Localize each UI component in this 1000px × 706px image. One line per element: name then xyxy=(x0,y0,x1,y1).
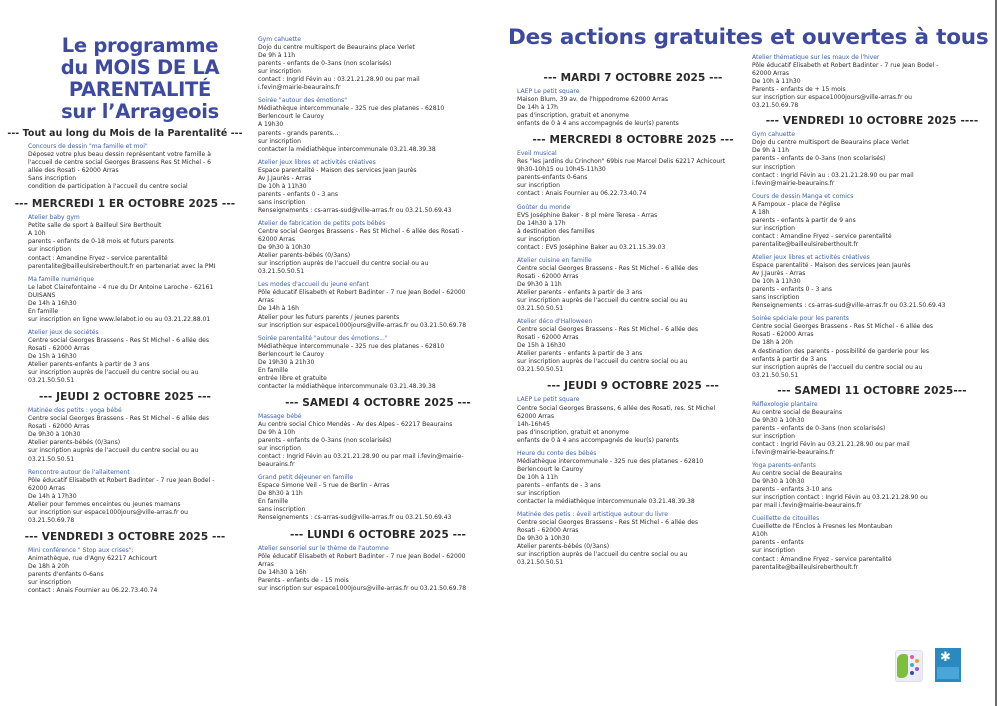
day-header: --- Tout au long du Mois de la Parentalité --- xyxy=(7,128,243,139)
event-detail-line: contact : Amandine Fryez - service parentalité xyxy=(752,555,892,563)
event-detail-line: Rosati - 62000 Arras xyxy=(28,423,90,431)
event-detail-line: 03.21.50.50.51 xyxy=(752,371,799,379)
event-detail-line: 03.21.50.50.51 xyxy=(28,455,75,463)
title-line: Le programme xyxy=(61,34,219,58)
event-detail-line: contact : EVS Joséphine Baker au 03.21.15.39.03 xyxy=(517,243,666,251)
event-title: Atelier jeux libres et activités créatives xyxy=(258,158,376,166)
event-detail-line: contact : Anais Fournier au 06.22.73.40.74 xyxy=(517,190,647,198)
event-item xyxy=(28,407,250,463)
event-title: Rencontre autour de l'allaitement xyxy=(28,468,130,476)
event-detail-line: De 19h30 à 21h30 xyxy=(258,358,315,366)
event-detail-line[interactable]: Renseignements : cs-arras-sud@ville-arras.fr ou 03.21.50.69.43 xyxy=(258,514,452,522)
event-detail-line: parents - enfants xyxy=(752,539,804,547)
event-detail-line: Rosati - 62000 Arras xyxy=(517,334,579,342)
day-section xyxy=(517,72,749,128)
event-title: Atelier de fabrication de petits pots bébés xyxy=(258,219,386,227)
event-detail-line: sans inscription xyxy=(752,294,800,302)
event-detail-line: parents - enfants 0 - 3 ans xyxy=(258,190,338,198)
event-detail-line: En famille xyxy=(258,498,289,506)
day-section xyxy=(24,530,250,595)
event-detail-line: Atelier parents-bébés (0/3ans) xyxy=(517,543,610,551)
event-detail-line[interactable]: sur inscription en ligne www.lelabot.io ou au 03.21.22.88.01 xyxy=(28,315,211,323)
day-section xyxy=(517,134,749,374)
event-detail-line: Av J.Jaurès - Arras xyxy=(752,270,806,278)
event-item xyxy=(517,204,749,252)
event-detail-line: sur inscription xyxy=(752,432,795,440)
event-detail-line: sur inscription auprès de l'accueil du centre social ou au xyxy=(28,447,199,455)
event-detail-line: sans inscription xyxy=(258,506,306,514)
event-item xyxy=(258,545,498,593)
event-detail-line: contact : Amandine Fryez - service parentalité xyxy=(752,232,892,240)
event-title: Atelier sensoriel sur le thème de l'automne xyxy=(258,544,389,552)
event-detail-line: De 9h30 à 10h30 xyxy=(517,535,570,543)
event-item xyxy=(517,511,749,567)
event-detail-line: pas d'inscription, gratuit et anonyme xyxy=(517,112,630,120)
event-item xyxy=(28,329,250,385)
event-detail-line: De 10h à 11h30 xyxy=(752,78,801,86)
event-detail-line: Au centre social de Beaurains xyxy=(752,470,843,478)
event-detail-line: Espace parentalité - Maison des services Jean Jaurès xyxy=(258,166,417,174)
event-detail-line: contacter la médiathèque intercommunale 03.21.48.39.38 xyxy=(258,145,436,153)
event-title: Matinée des petits : yoga bébé xyxy=(28,407,122,415)
event-item xyxy=(258,220,498,276)
event-detail-line: De 9h30 à 11h xyxy=(517,280,562,288)
event-detail-line: Cueillette de l'Enclos à Fresnes les Montauban xyxy=(752,523,893,531)
event-detail-line: Dojo du centre multisport de Beaurains place Verlet xyxy=(258,44,415,52)
event-detail-line: contacter la médiathèque intercommunale 03.21.48.39.38 xyxy=(517,498,695,506)
event-title: Grand petit déjeuner en famille xyxy=(258,474,354,482)
event-title: Matinée des petis : éveil artistique autour du livre xyxy=(517,511,668,519)
event-title: Soirée spéciale pour les parents xyxy=(752,315,849,323)
day-section xyxy=(752,54,992,110)
event-detail-line: contact : Ingrid Févin au : 03.21.21.28.90 ou par mail xyxy=(258,76,420,84)
event-detail-line: sur inscription auprès de l'accueil du centre social ou au xyxy=(517,297,688,305)
event-detail-line: l'accueil de centre social Georges Brassens Res St Michel - 6 xyxy=(28,159,211,167)
event-detail-line: De 9h à 11h xyxy=(752,147,790,155)
event-detail-line: De 9h à 11h xyxy=(258,52,296,60)
event-title: Yoga parents-enfants xyxy=(752,462,816,470)
event-detail-line: sur inscription xyxy=(28,246,71,254)
event-detail-line[interactable]: Renseignements : cs-arras-sud@ville-arras.fr ou 03.21.50.69.43 xyxy=(752,302,946,310)
event-detail-line: beaurains.fr xyxy=(258,461,295,469)
event-detail-line: De 18h à 20h xyxy=(752,339,793,347)
event-detail-line: parents d'enfants 0-6ans xyxy=(28,571,104,579)
event-title: Soirée "autour des émotions" xyxy=(258,97,348,105)
day-header: --- SAMEDI 4 OCTOBRE 2025 --- xyxy=(285,396,471,409)
event-detail-line: Berlencourt le Cauroy xyxy=(258,113,324,121)
event-detail-line: 03.21.50.50.51 xyxy=(517,559,564,567)
event-title: Atelier baby gym xyxy=(28,214,80,222)
event-detail-line: De 9h30 à 10h30 xyxy=(752,478,805,486)
event-detail-line: Centre social Georges Brassens - Res St Michel - 6 allée des xyxy=(28,415,210,423)
event-detail-line: sur inscription xyxy=(517,182,560,190)
event-detail-line: sur inscription xyxy=(517,489,560,497)
event-detail-line: De 15h à 16h30 xyxy=(28,353,77,361)
event-detail-line: A 19h30 xyxy=(258,121,284,129)
event-detail-line: sur inscription xyxy=(752,163,795,171)
event-detail-line: Centre Social Georges Brassens, 6 allée des Rosati, res. St Michel xyxy=(517,404,716,412)
event-detail-line: Petite salle de sport à Bailleul Sire Berthoult xyxy=(28,222,162,230)
event-title: Mini conférence " Stop aux crises": xyxy=(28,546,134,554)
event-detail-line: A Fampoux - place de l'église xyxy=(752,200,841,208)
event-detail-line: Au centre social Chico Mendès - Av des Alpes - 62217 Beaurains xyxy=(258,420,453,428)
event-detail-line: Pôle éducatif Elisabeth et Robert Badinter - 7 rue Jean Bodel - xyxy=(28,476,215,484)
event-item xyxy=(517,318,749,374)
event-detail-line: Berlencourt le Cauroy xyxy=(258,350,324,358)
event-detail-line: De 14h à 16h30 xyxy=(28,299,77,307)
event-detail-line: 03.21.50.69.78 xyxy=(28,516,75,524)
event-detail-line: De 10h à 11h xyxy=(517,473,558,481)
event-title: LAEP Le petit square xyxy=(517,396,580,404)
event-title: Atelier déco d'Halloween xyxy=(517,318,593,326)
event-detail-line: 03.21.50.50.51 xyxy=(517,366,564,374)
page-title xyxy=(40,35,240,123)
event-detail-line: Centre social Georges Brassens - Res St Michel - 6 allée des Rosati - xyxy=(258,228,464,236)
event-detail-line: 03.21.50.50.51 xyxy=(258,268,305,276)
event-detail-line: Atelier parents - enfants à partir de 3 ans xyxy=(517,288,643,296)
event-detail-line: Parents - enfants de + 15 mois xyxy=(752,86,846,94)
event-detail-line: Arras xyxy=(258,297,274,305)
event-detail-line: Atelier pour femmes enceintes ou jeunes mamans xyxy=(28,500,181,508)
event-detail-line: enfants à partir de 3 ans xyxy=(752,355,827,363)
event-detail-line: parents - grands parents... xyxy=(258,129,339,137)
event-title: Atelier jeux de sociétés xyxy=(28,328,99,336)
event-item xyxy=(258,159,498,215)
event-detail-line: Rosati - 62000 Arras xyxy=(28,344,90,352)
event-detail-line: parents - enfants de 0-3ans (non scolarisés) xyxy=(258,437,392,445)
event-detail-line: 9h30-10h15 ou 10h45-11h30 xyxy=(517,166,606,174)
title-line: sur l’Arrageois xyxy=(61,100,219,124)
event-detail-line: Espace parentalité - Maison des services Jean Jaurès xyxy=(752,262,911,270)
partner-logos xyxy=(895,648,961,682)
event-detail-line: EVS Joséphine Baker - 8 pl mère Teresa - Arras xyxy=(517,211,658,219)
event-detail-line[interactable]: parentalite@bailleulsireberthoult.fr xyxy=(752,563,859,571)
event-detail-line: De 14h à 16h xyxy=(258,305,299,313)
event-detail-line: De 8h30 à 11h xyxy=(258,490,303,498)
event-detail-line: En famille xyxy=(28,307,59,315)
event-detail-line: sur inscription xyxy=(258,137,301,145)
event-detail-line: Centre social Georges Brassens - Res St Michel - 6 allée des xyxy=(752,323,934,331)
event-detail-line: Pôle éducatif Elisabeth et Robert Badinter - 7 rue Jean Bodel - 62000 xyxy=(258,289,466,297)
day-header: --- MARDI 7 OCTOBRE 2025 --- xyxy=(543,72,723,84)
event-item xyxy=(517,450,749,506)
event-title: Atelier thématique sur les maux de l'hiver xyxy=(752,54,880,61)
event-detail-line: De 14h à 17h xyxy=(517,104,558,112)
event-title: Goûter du monde xyxy=(517,203,571,211)
day-section xyxy=(14,198,250,385)
event-detail-line[interactable]: i.fevin@mairie-beaurains.fr xyxy=(258,84,341,92)
event-title: LAEP Le petit square xyxy=(517,88,580,95)
event-detail-line: sur inscription xyxy=(28,579,71,587)
event-detail-line: 03.21.50.50.51 xyxy=(28,377,75,385)
event-detail-line: enfants de 0 à 4 ans accompagnés de leur(s) parents xyxy=(517,120,679,128)
event-item xyxy=(28,469,250,525)
event-item xyxy=(752,462,992,510)
event-detail-line: Médiathèque intercommunale - 325 rue des platanes - 62810 xyxy=(258,105,445,113)
event-detail-line: 62000 Arras xyxy=(28,484,66,492)
event-item xyxy=(258,413,498,469)
event-detail-line: Res "les jardins du Crinchon" 69bis rue Marcel Delis 62217 Achicourt xyxy=(517,158,726,166)
event-detail-line: 03.21.50.50.51 xyxy=(517,305,564,313)
event-detail-line: Centre social Georges Brassens - Res St Michel - 6 allée des xyxy=(517,264,699,272)
event-detail-line: parents-enfants 0-6ans xyxy=(517,174,588,182)
event-detail-line: DUISANS xyxy=(28,291,56,299)
event-detail-line: parents - enfants de 0-3ans (non scolarisés) xyxy=(258,60,392,68)
event-detail-line: contact : Ingrid Févin au 03.21.21.28.90 ou par mail xyxy=(752,440,910,448)
event-detail-line: Médiathèque intercommunale - 325 rue des platanes - 62810 xyxy=(258,342,445,350)
page-border xyxy=(995,0,997,706)
event-detail-line: Berlencourt le Cauroy xyxy=(517,465,583,473)
event-detail-line: Parents - enfants de - 15 mois xyxy=(258,576,349,584)
event-detail-line: 03.21.50.69.78 xyxy=(752,102,799,110)
event-detail-line: De 14h à 17h30 xyxy=(28,492,77,500)
event-detail-line: Atelier parents-bébés (0/3ans) xyxy=(28,439,121,447)
event-detail-line: sur inscription auprès de l'accueil du centre social ou au xyxy=(28,369,199,377)
event-detail-line: De 9h30 à 10h30 xyxy=(752,416,805,424)
event-detail-line: De 9h30 à 10h30 xyxy=(28,431,81,439)
event-detail-line: De 15h à 16h30 xyxy=(517,342,566,350)
event-item xyxy=(752,254,992,310)
event-item xyxy=(28,214,250,270)
event-detail-line: parents - enfants de 0-3ans (non scolarisés) xyxy=(752,424,886,432)
event-detail-line: Au centre social de Beaurains xyxy=(752,408,843,416)
event-title: Atelier cuisine en famille xyxy=(517,256,592,264)
day-section xyxy=(752,115,992,379)
title-line: PARENTALITÉ xyxy=(68,78,212,102)
event-detail-line: A10h xyxy=(752,531,768,539)
event-detail-line: De 14h30 à 16h xyxy=(258,568,307,576)
event-detail-line: parents - enfants à partir de 9 ans xyxy=(752,216,856,224)
event-detail-line: Av J.Jaurès - Arras xyxy=(258,174,312,182)
title-line: du MOIS DE LA xyxy=(60,56,220,80)
event-detail-line: sur inscription xyxy=(752,224,795,232)
event-detail-line: sur inscription auprès de l'accueil du centre social ou au xyxy=(752,363,923,371)
event-detail-line: Le labot Clairefontaine - 4 rue du Dr Antoine Laroche - 62161 xyxy=(28,283,214,291)
event-item xyxy=(517,257,749,313)
event-detail-line: Maison Blum, 39 av. de l'hippodrome 62000 Arras xyxy=(517,96,669,104)
event-detail-line: sans inscription xyxy=(258,198,306,206)
event-item xyxy=(752,401,992,457)
event-detail-line: 14h-16h45 xyxy=(517,420,550,428)
page-subtitle: Des actions gratuites et ouvertes à tous xyxy=(508,25,989,50)
caf-logo-icon: ✱ xyxy=(935,648,961,682)
event-detail-line: parents - enfants 3-10 ans xyxy=(752,486,832,494)
event-detail-line: Rosati - 62000 Arras xyxy=(517,527,579,535)
day-header: --- MERCREDI 8 OCTOBRE 2025 --- xyxy=(532,134,734,147)
day-header: --- SAMEDI 11 OCTOBRE 2025--- xyxy=(777,384,967,397)
event-detail-line: Centre social Georges Brassens - Res St Michel - 6 allée des xyxy=(517,519,699,527)
event-detail-line: 62000 Arras xyxy=(517,412,555,420)
day-section xyxy=(28,391,250,525)
event-title: Réflexologie plantaire xyxy=(752,400,818,408)
event-detail-line: Déposez votre plus beau dessin représentant votre famille à xyxy=(28,151,211,159)
event-detail-line: contact : Anais Fournier au 06.22.73.40.74 xyxy=(28,587,158,595)
event-detail-line: Rosati - 62000 Arras xyxy=(752,331,814,339)
event-title: Gym cahuette xyxy=(258,36,301,43)
event-detail-line: Espace Simone Veil - 5 rue de Berlin - Arras xyxy=(258,482,390,490)
event-detail-line: Atelier parents-enfants à partir de 3 ans xyxy=(28,361,150,369)
event-detail-line[interactable]: Renseignements : cs-arras-sud@ville-arras.fr ou 03.21.50.69.43 xyxy=(258,206,452,214)
event-item xyxy=(28,143,250,191)
event-detail-line: Atelier parents - enfants à partir de 3 ans xyxy=(517,350,643,358)
event-detail-line: allée des Rosati - 62000 Arras xyxy=(28,167,119,175)
event-item xyxy=(258,335,498,391)
event-detail-line: Rosati - 62000 Arras xyxy=(517,272,579,280)
day-header: --- VENDREDI 10 OCTOBRE 2025 ---- xyxy=(765,115,979,128)
event-detail-line: contact : Amandine Fryez - service parentalité xyxy=(28,254,168,262)
event-item xyxy=(28,276,250,324)
event-item xyxy=(752,54,992,110)
event-detail-line: Centre social Georges Brassens - Res St Michel - 6 allée des xyxy=(517,326,699,334)
event-item xyxy=(752,315,992,379)
event-detail-line: sur inscription xyxy=(752,547,795,555)
event-item xyxy=(258,97,498,153)
event-detail-line: Centre social Georges Brassens - Res St Michel - 6 allée des xyxy=(28,336,210,344)
event-detail-line: Dojo du centre multisport de Beaurains place Verlet xyxy=(752,139,909,147)
event-detail-line[interactable]: parentalite@bailleulsireberthoult.fr xyxy=(752,240,859,248)
event-detail-line: parents - enfants de 0-18 mois et futurs parents xyxy=(28,238,174,246)
event-detail-line[interactable]: parentalite@bailleulsireberthoult.fr en partenariat avec la PMI xyxy=(28,262,216,270)
day-section xyxy=(258,36,498,391)
event-detail-line: parents - enfants de - 3 ans xyxy=(517,481,601,489)
event-detail-line: 62000 Arras xyxy=(752,70,790,78)
event-detail-line: Atelier parents-bébés (0/3ans) xyxy=(258,252,351,260)
event-title: Concours de dessin "ma famille et moi" xyxy=(28,143,148,150)
event-item xyxy=(752,193,992,249)
event-detail-line[interactable]: par mail i.fevin@mairie-beaurains.fr xyxy=(752,502,862,510)
event-title: Gym cahuette xyxy=(752,131,795,139)
event-detail-line: sur inscription xyxy=(258,68,301,76)
event-detail-line: Pôle éducatif Elisabeth et Robert Badinter - 7 rue Jean Bodel - 62000 xyxy=(258,552,466,560)
event-title: Cueillette de citouilles xyxy=(752,515,820,523)
event-detail-line: Atelier pour les futurs parents / jeunes parents xyxy=(258,313,400,321)
event-detail-line: A destination des parents - possibilité de garderie pour les xyxy=(752,347,930,355)
event-detail-line: à destination des familles xyxy=(517,227,595,235)
event-detail-line: parents - enfants 0 - 3 ans xyxy=(752,286,832,294)
event-detail-line: sur inscription auprès de l'accueil du centre social ou au xyxy=(517,551,688,559)
event-detail-line: sur inscription auprès de l'accueil du centre social ou au xyxy=(517,358,688,366)
event-title: Heure du conte des bébés xyxy=(517,449,597,457)
column-3 xyxy=(517,72,749,572)
event-detail-line: contacter la médiathèque intercommunale 03.21.48.39.38 xyxy=(258,382,436,390)
event-detail-line[interactable]: sur inscription sur espace1000jours@ville-arras.fr ou 03.21.50.69.78 xyxy=(258,584,467,592)
event-detail-line[interactable]: sur inscription sur espace1000jours@ville-arras.fr ou xyxy=(28,508,188,516)
event-detail-line: sur inscription contact : Ingrid Févin au 03.21.21.28.90 ou xyxy=(752,494,928,502)
event-detail-line: sur inscription xyxy=(517,235,560,243)
event-detail-line: sur inscription xyxy=(258,445,301,453)
day-header: --- VENDREDI 3 OCTOBRE 2025 --- xyxy=(24,530,226,543)
event-detail-line[interactable]: i.fevin@mairie-beaurains.fr xyxy=(752,448,835,456)
event-detail-line: De 9h30 à 10h30 xyxy=(258,244,311,252)
parentalite-logo-icon xyxy=(895,650,923,682)
event-detail-line: A 18h xyxy=(752,208,770,216)
event-item xyxy=(752,515,992,571)
day-section xyxy=(258,397,498,523)
event-detail-line: Médiathèque intercommunale - 325 rue des platanes - 62810 xyxy=(517,457,704,465)
event-item xyxy=(28,547,250,595)
event-title: Ma famille numérique xyxy=(28,275,95,283)
event-detail-line[interactable]: sur inscription sur espace1000jours@ville-arras.fr ou 03.21.50.69.78 xyxy=(258,321,467,329)
event-detail-line: enfants de 0 à 4 ans accompagnés de leur(s) parents xyxy=(517,436,679,444)
day-section xyxy=(258,529,498,593)
event-detail-line: pas d'inscription, gratuit et anonyme xyxy=(517,428,630,436)
event-detail-line: entrée libre et gratuite xyxy=(258,374,327,382)
event-item xyxy=(258,36,498,92)
event-detail-line: De 9h à 10h xyxy=(258,429,296,437)
event-detail-line: Pôle éducatif Elisabeth et Robert Badinter - 7 rue Jean Bodel - xyxy=(752,62,939,70)
event-detail-line: Sans inscription xyxy=(28,175,77,183)
event-item xyxy=(517,88,749,128)
event-item xyxy=(258,474,498,522)
event-detail-line: De 14h30 à 17h xyxy=(517,219,566,227)
column-2 xyxy=(258,36,498,598)
day-header: --- JEUDI 2 OCTOBRE 2025 --- xyxy=(39,391,211,404)
event-title: Soirée parentalité "autour des émotions..." xyxy=(258,334,388,342)
day-section xyxy=(517,380,749,567)
event-title: Cours de dessin Manga et comics xyxy=(752,192,854,200)
event-detail-line: 62000 Arras xyxy=(258,236,296,244)
event-detail-line[interactable]: i.fevin@mairie-beaurains.fr xyxy=(752,179,835,187)
event-item xyxy=(752,131,992,187)
event-title: Atelier jeux libres et activités créatives xyxy=(752,253,870,261)
column-1 xyxy=(7,128,250,600)
event-title: Les modes d'accueil du jeune enfant xyxy=(258,281,369,289)
day-header: --- MERCREDI 1 ER OCTOBRE 2025 --- xyxy=(14,198,236,211)
event-detail-line: Arras xyxy=(258,560,274,568)
event-item xyxy=(517,396,749,444)
day-header: --- JEUDI 9 OCTOBRE 2025 --- xyxy=(547,380,719,393)
day-section xyxy=(7,128,250,191)
column-4 xyxy=(752,54,992,577)
event-detail-line[interactable]: sur inscription sur espace1000jours@ville-arras.fr ou xyxy=(752,94,912,102)
event-detail-line: A 10h xyxy=(28,230,46,238)
event-detail-line[interactable]: contact : Ingrid Févin au 03.21.21.28.90 ou par mail i.fevin@mairie- xyxy=(258,453,464,461)
event-detail-line: parents - enfants de 0-3ans (non scolarisés) xyxy=(752,155,886,163)
event-detail-line: sur inscription auprès de l'accueil du centre social ou au xyxy=(258,260,429,268)
event-detail-line: En famille xyxy=(258,366,289,374)
event-title: Massage bébé xyxy=(258,412,302,420)
event-detail-line: De 10h à 11h30 xyxy=(752,278,801,286)
day-header: --- LUNDI 6 OCTOBRE 2025 --- xyxy=(290,528,466,541)
event-detail-line: De 18h à 20h xyxy=(28,562,69,570)
event-item xyxy=(258,281,498,329)
event-item xyxy=(517,150,749,198)
event-title: Eveil musical xyxy=(517,150,557,158)
event-detail-line: condition de participation à l'accueil du centre social xyxy=(28,183,188,191)
day-section xyxy=(752,385,992,572)
event-detail-line: contact : Ingrid Févin au : 03.21.21.28.90 ou par mail xyxy=(752,171,914,179)
event-detail-line: De 10h à 11h30 xyxy=(258,182,307,190)
event-detail-line: Animathèque, rue d'Agny 62217 Achicourt xyxy=(28,554,157,562)
